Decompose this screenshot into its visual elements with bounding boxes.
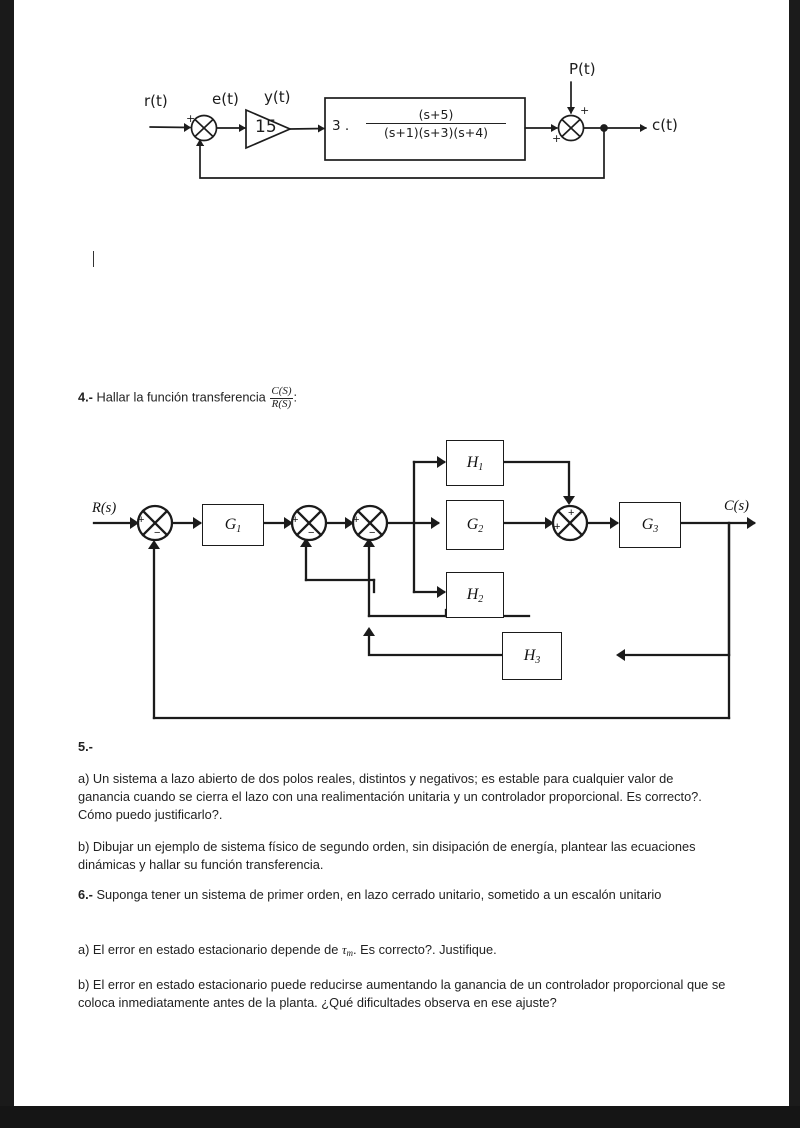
block-diagram-input-label: R(s) — [92, 500, 117, 516]
plant-coefficient-label: 3 . — [332, 118, 350, 134]
block-h3 — [502, 632, 562, 680]
block-h1 — [446, 440, 504, 486]
disturbance-signal-label: P(t) — [569, 60, 596, 78]
question-5-item-b: b) Dibujar un ejemplo de sistema físico de segundo orden, sin disipación de energía, plantear las ecuaciones dinámicas y hallar su función transferencia. — [78, 839, 696, 873]
sum3-plus-sign: + — [353, 514, 360, 526]
block-g2-label: G2 — [466, 515, 484, 535]
question-4-text: Hallar la función transferencia — [96, 389, 266, 405]
question-6-intro: Suponga tener un sistema de primer orden, en lazo cerrado unitario, sometido a un escalón unitario — [96, 887, 662, 902]
block-h1-label: H1 — [466, 453, 484, 473]
page-sheet — [14, 0, 789, 1106]
question-5-number: 5.- — [78, 739, 93, 754]
sum1-minus-sign: − — [154, 527, 161, 539]
handwritten-block-diagram — [114, 60, 714, 210]
transfer-function-fraction — [270, 386, 292, 410]
summer1-minus-sign: − — [196, 139, 206, 152]
transfer-function-denominator: R(S) — [271, 397, 292, 410]
gain-output-signal-label: y(t) — [264, 88, 291, 106]
block-diagram-lines — [74, 420, 774, 740]
summer2-plus-top-sign: + — [580, 104, 590, 117]
plant-numerator-label: (s+5) — [366, 107, 506, 124]
question-4-colon: : — [293, 389, 298, 405]
question-6-item-b: b) El error en estado estacionario puede reducirse aumentando la ganancia de un controlador proporcional que se coloca inmediatamente antes de la planta. ¿Qué dificultades observa en ese ajuste? — [78, 977, 726, 1011]
page-edge-right — [789, 0, 800, 1128]
summer1-plus-sign: + — [186, 112, 196, 125]
plant-denominator-label: (s+1)(s+3)(s+4) — [383, 125, 489, 140]
question-4-block-diagram — [74, 420, 774, 740]
gain-value-label: 15 — [255, 117, 277, 137]
block-g3-label: G3 — [641, 515, 659, 535]
sum4-plus-bottom-sign: + — [554, 521, 561, 533]
tau-symbol: τ — [341, 943, 347, 957]
question-4-heading — [78, 386, 718, 410]
question-6-item-a-post: . Es correcto?. Justifique. — [353, 942, 497, 957]
question-6-item-a — [78, 941, 726, 960]
transfer-function-numerator: C(S) — [271, 385, 292, 397]
block-g2 — [446, 500, 504, 550]
summer2-plus-bottom-sign: + — [552, 132, 562, 145]
question-5-heading — [78, 738, 728, 756]
output-signal-label: c(t) — [652, 116, 678, 134]
sum3-minus-sign: − — [369, 527, 376, 539]
block-h2-label: H2 — [466, 585, 484, 605]
block-g1-label: G1 — [224, 515, 242, 535]
page-edge-bottom — [0, 1106, 800, 1128]
block-g3 — [619, 502, 681, 548]
text-cursor — [93, 251, 94, 267]
block-h2 — [446, 572, 504, 618]
question-6-number: 6.- — [78, 887, 93, 902]
sum2-minus-sign: − — [308, 527, 315, 539]
input-signal-label: r(t) — [144, 92, 168, 110]
page-edge-left — [0, 0, 14, 1128]
block-g1 — [202, 504, 264, 546]
sum1-plus-sign: + — [138, 514, 145, 526]
tau-subscript: m — [346, 948, 354, 958]
question-5-item-a: a) Un sistema a lazo abierto de dos polos reales, distintos y negativos; es estable para cualquier valor de ganancia cuando se cierra el lazo con una realimentación unitaria y un controlador proporcional. Es correcto?. Cómo puedo justificarlo?. — [78, 771, 702, 823]
question-6-item-a-pre: a) El error en estado estacionario depende de — [78, 942, 339, 957]
sum4-plus-top-sign: + — [568, 507, 575, 519]
question-4-number: 4.- — [78, 389, 93, 405]
block-h3-label: H3 — [523, 646, 541, 666]
sum2-plus-sign: + — [292, 514, 299, 526]
error-signal-label: e(t) — [212, 90, 239, 108]
question-6-heading — [78, 886, 726, 904]
block-diagram-output-label: C(s) — [724, 498, 749, 514]
